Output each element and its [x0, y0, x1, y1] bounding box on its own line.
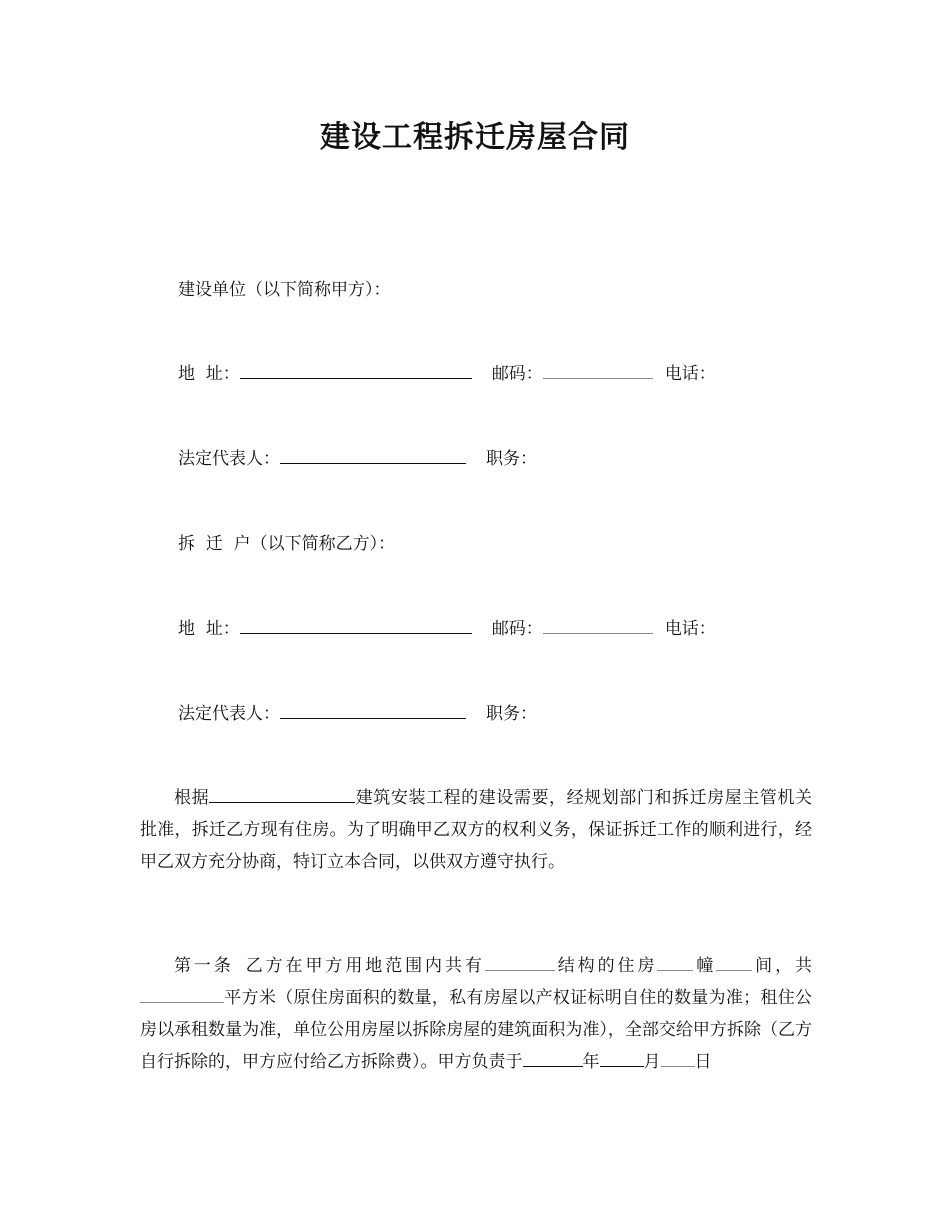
party-b-heading: 拆 迁 户（以下简称乙方）：: [178, 534, 396, 554]
article-1-paragraph: [140, 950, 812, 1078]
party-b-rep-field[interactable]: [280, 704, 466, 719]
preamble-prefix: 根据: [174, 788, 210, 808]
article-1-text-1: 乙方在甲方用地范围内共有: [242, 956, 485, 976]
party-b-rep-label: 法定代表人：: [178, 704, 280, 724]
party-b-phone-label: 电话：: [664, 619, 716, 639]
party-b-address-field[interactable]: [240, 619, 472, 634]
article-1-text-5: 平方米（原住房面积的数量，私有房屋以产权证标明自住的数量为准；租住公房以承租数量为准，单位公用房屋以拆除房屋的建筑面积为准），全部交给甲方拆除（乙方自行拆除的，甲方应付给乙方拆除费）。甲方负责于: [140, 988, 812, 1072]
party-b-postcode-field[interactable]: [543, 619, 653, 634]
preamble-paragraph: [140, 782, 812, 878]
party-a-address-row: [178, 362, 716, 386]
article-1-label: 第一条: [174, 956, 234, 976]
month-field[interactable]: [600, 1052, 644, 1067]
preamble-text: 建筑安装工程的建设需要，经规划部门和拆迁房屋主管机关批准，拆迁乙方现有住房。为了明确甲乙双方的权利义务，保证拆迁工作的顺利进行，经甲乙双方充分协商，特订立本合同，以供双方遵守执行。: [140, 788, 813, 872]
party-a-postcode-label: 邮码：: [491, 364, 543, 384]
article-1-text-2: 结构的住房: [554, 956, 658, 976]
building-count-field[interactable]: [657, 956, 693, 971]
party-b-rep-row: [178, 702, 537, 726]
party-a-rep-row: [178, 447, 537, 471]
article-1-text-7: 月: [643, 1052, 661, 1072]
party-b-position-label: 职务：: [486, 704, 537, 724]
page-title: 建设工程拆迁房屋合同: [320, 120, 630, 155]
party-a-position-label: 职务：: [486, 449, 537, 469]
day-field[interactable]: [661, 1052, 695, 1067]
article-1-text-3: 幢: [693, 956, 717, 976]
party-a-heading: 建设单位（以下简称甲方）：: [178, 280, 391, 300]
structure-type-field[interactable]: [485, 956, 555, 971]
party-a-phone-label: 电话：: [664, 364, 716, 384]
party-a-rep-field[interactable]: [280, 449, 466, 464]
article-1-text-4: 间，共: [752, 956, 813, 976]
party-a-address-label: 地 址：: [178, 364, 240, 384]
area-field[interactable]: [140, 988, 224, 1003]
party-a-rep-label: 法定代表人：: [178, 449, 280, 469]
year-field[interactable]: [523, 1052, 583, 1067]
project-name-field[interactable]: [209, 788, 355, 803]
party-a-postcode-field[interactable]: [543, 364, 653, 379]
article-1-text-6: 年: [582, 1052, 600, 1072]
party-a-address-field[interactable]: [240, 364, 472, 379]
party-b-postcode-label: 邮码：: [491, 619, 543, 639]
party-b-address-row: [178, 617, 716, 641]
party-b-address-label: 地 址：: [178, 619, 240, 639]
room-count-field[interactable]: [716, 956, 752, 971]
article-1-text-8: 日: [694, 1052, 712, 1072]
